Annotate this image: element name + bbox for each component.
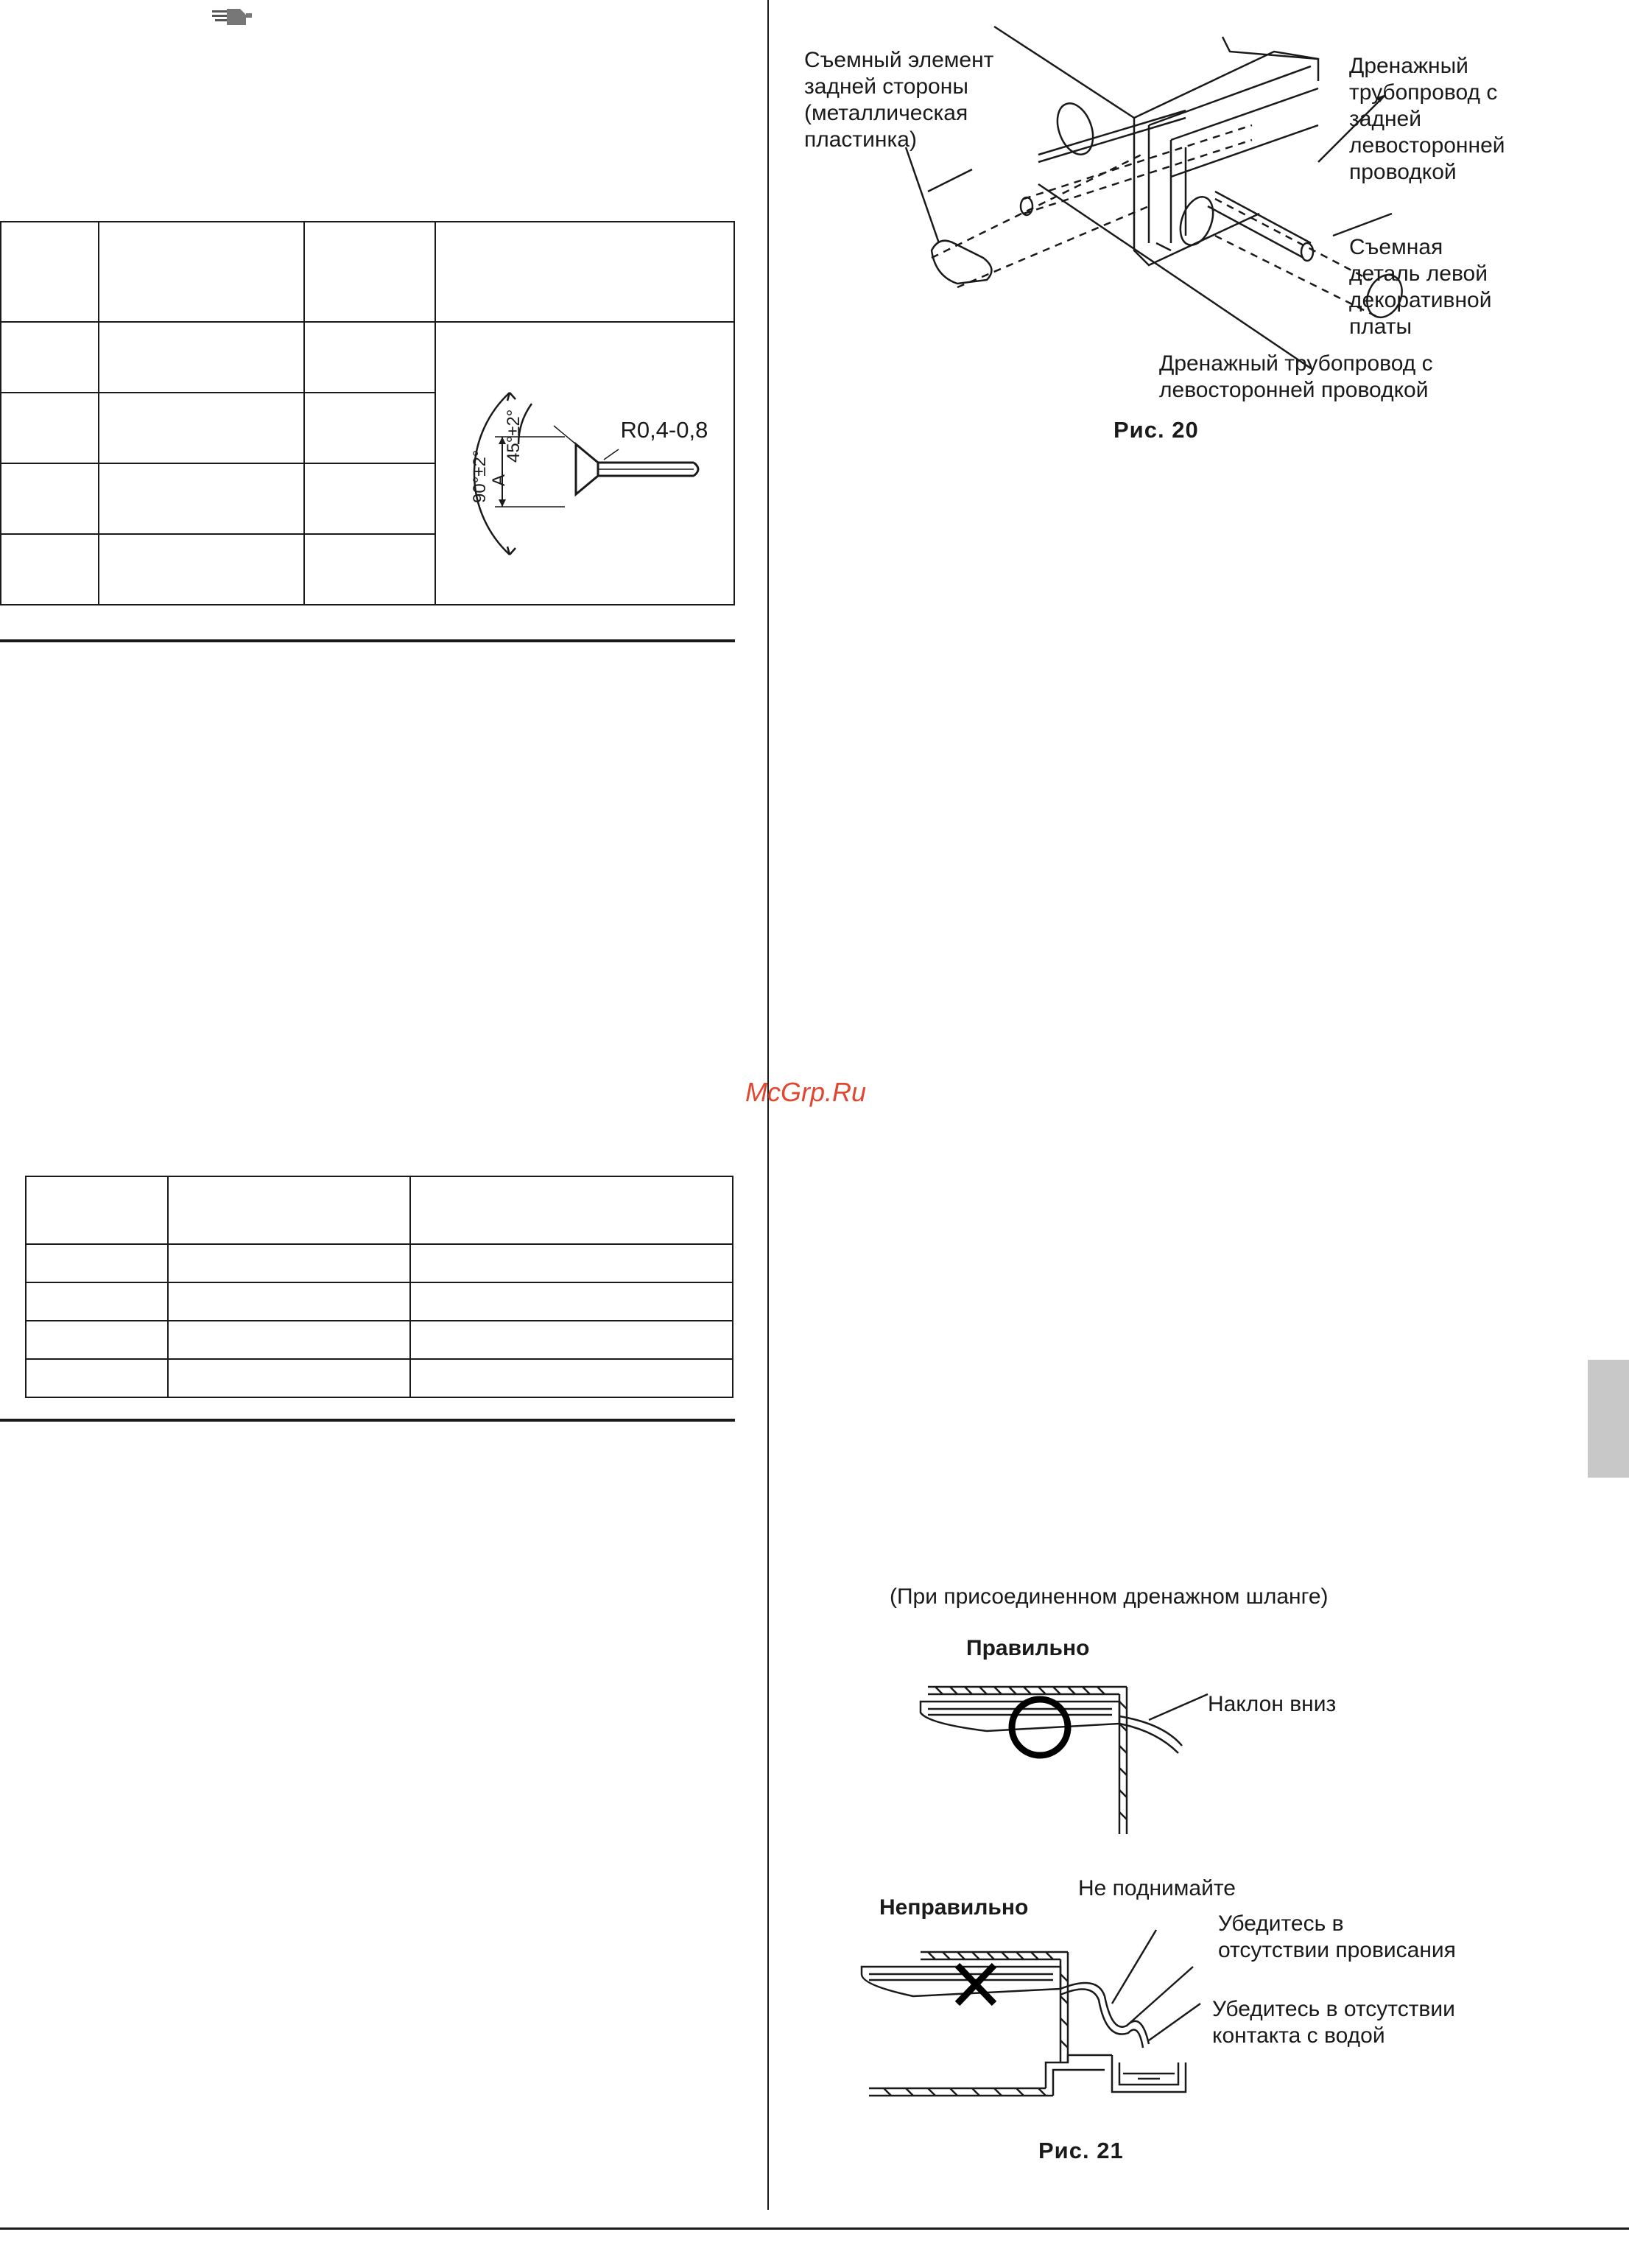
- table-cell: [304, 463, 436, 534]
- angle-90-label: 90°±2°: [470, 449, 490, 503]
- table-cell: [1, 463, 99, 534]
- table-cell: [435, 222, 734, 322]
- table-cell: [168, 1359, 410, 1397]
- left-drain-pipe-label: Дренажный трубопровод с левосторонней проводкой: [1159, 351, 1433, 402]
- table-cell: [410, 1359, 733, 1397]
- table-cell: [99, 222, 303, 322]
- no-water-contact-label: Убедитесь в отсутствии контакта с водой: [1212, 1997, 1455, 2048]
- table-cell: [168, 1244, 410, 1282]
- table-cell: [99, 463, 303, 534]
- slope-down-label: Наклон вниз: [1208, 1692, 1337, 1716]
- table-cell: [168, 1176, 410, 1244]
- torque-table: [25, 1176, 733, 1398]
- table-cell: [410, 1282, 733, 1321]
- table-cell: [304, 322, 436, 393]
- page-bottom-rule: [0, 2227, 1629, 2230]
- figure-20-caption: Рис. 20: [1113, 417, 1199, 443]
- table-cell: [304, 534, 436, 605]
- table-cell: [410, 1244, 733, 1282]
- table-cell: [410, 1321, 733, 1359]
- flare-dimension-table: [0, 221, 735, 605]
- do-not-raise-label: Не поднимайте: [1078, 1876, 1236, 1900]
- flare-diagram-cell: [435, 322, 734, 605]
- page-edge-tab: [1588, 1360, 1629, 1478]
- drain-hose-condition-note: (При присоединенном дренажном шланге): [890, 1584, 1329, 1609]
- incorrect-installation-drawing: [847, 1915, 1230, 2107]
- watermark: McGrp.Ru: [745, 1077, 867, 1107]
- pointing-hand-icon: [211, 4, 255, 31]
- table-cell: [168, 1321, 410, 1359]
- table-cell: [1, 322, 99, 393]
- table-cell: [168, 1282, 410, 1321]
- correct-heading: Правильно: [966, 1636, 1090, 1660]
- table-cell: [99, 393, 303, 463]
- table-cell: [26, 1321, 168, 1359]
- table-cell: [26, 1176, 168, 1244]
- rear-removable-element-label: Съемный элемент задней стороны (металлическая пластинка): [804, 48, 994, 152]
- incorrect-heading: Неправильно: [879, 1895, 1029, 1920]
- angle-45-label: 45°±2°: [504, 409, 524, 463]
- flare-radius-label: R0,4-0,8: [620, 417, 708, 443]
- table-cell: [99, 534, 303, 605]
- no-sag-label: Убедитесь в отсутствии провисания: [1218, 1911, 1456, 1962]
- table-cell: [1, 393, 99, 463]
- table-cell: [304, 393, 436, 463]
- correct-installation-drawing: [913, 1679, 1222, 1842]
- figure-21-caption: Рис. 21: [1038, 2138, 1124, 2163]
- table-cell: [410, 1176, 733, 1244]
- rear-left-drain-pipe-label: Дренажный трубопровод с задней левосторонней проводкой: [1349, 54, 1505, 184]
- section-divider: [0, 1419, 735, 1422]
- table-cell: [26, 1359, 168, 1397]
- removable-left-decor-part-label: Съемная деталь левой декоративной платы: [1349, 235, 1492, 339]
- dimension-a-label: A: [489, 474, 510, 486]
- table-cell: [26, 1244, 168, 1282]
- section-divider: [0, 639, 735, 642]
- table-cell: [99, 322, 303, 393]
- table-cell: [304, 222, 436, 322]
- table-cell: [1, 534, 99, 605]
- table-cell: [26, 1282, 168, 1321]
- table-cell: [1, 222, 99, 322]
